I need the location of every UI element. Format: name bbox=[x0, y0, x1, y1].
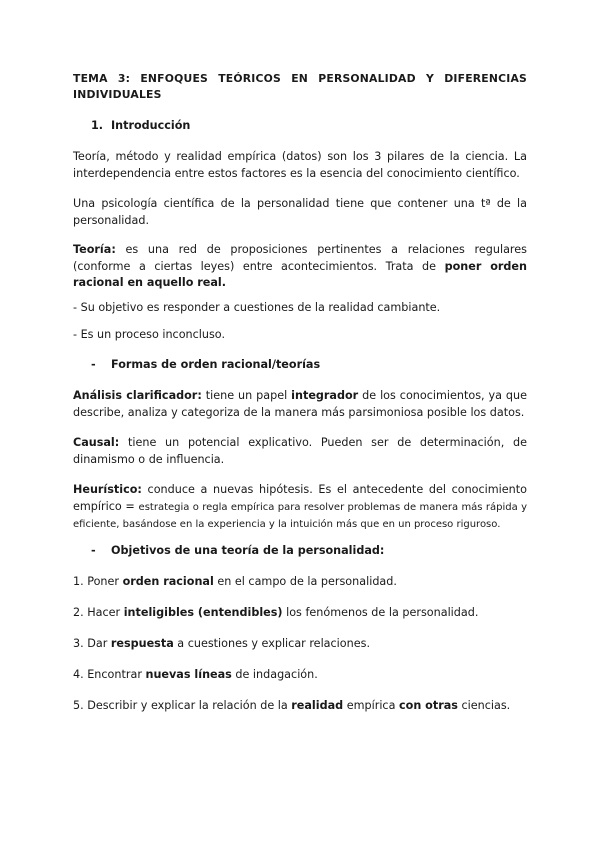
subheading-dash: - bbox=[91, 544, 96, 557]
term-causal: Causal: bbox=[73, 436, 120, 449]
item-text: 5. Describir y explicar la relación de la bbox=[73, 699, 292, 712]
item-text: ciencias. bbox=[457, 699, 511, 712]
term-integrador: integrador bbox=[291, 389, 359, 402]
subheading-formas bbox=[91, 357, 491, 374]
item-text: 3. Dar bbox=[73, 637, 111, 650]
item-text: los fenómenos de la personalidad. bbox=[282, 606, 479, 619]
heuristico-definition: estrategia o regla empírica para resolver problemas de manera más rápida y eficiente, basándose en la experiencia y la intuición más que en un proceso riguroso. bbox=[73, 501, 527, 530]
bullet-objetivo: - Su objetivo es responder a cuestiones de la realidad cambiante. bbox=[73, 301, 441, 314]
subheading-formas-text: Formas de orden racional/teorías bbox=[111, 358, 321, 371]
list-item bbox=[73, 636, 527, 653]
subheading-objetivos bbox=[91, 543, 511, 560]
paragraph-psicologia-cientifica: Una psicología científica de la personalidad tiene que contener una tª de la personalidad. bbox=[73, 197, 527, 227]
list-item bbox=[73, 698, 527, 715]
paragraph-analisis-clarificador bbox=[73, 388, 527, 421]
paragraph-teoria bbox=[73, 242, 527, 292]
item-text: de indagación. bbox=[231, 668, 318, 681]
item-text: en el campo de la personalidad. bbox=[213, 575, 397, 588]
section-number: 1. bbox=[91, 119, 104, 132]
bullet-proceso: - Es un proceso inconcluso. bbox=[73, 328, 226, 341]
term-teoria: Teoría: bbox=[73, 243, 116, 256]
document-title bbox=[73, 71, 527, 103]
teoria-text: es una red de proposiciones pertinentes a relaciones regulares (conforme a ciertas leyes) entre acontecimientos. Trata de bbox=[73, 243, 527, 273]
heuristico-text: conduce a nuevas hipótesis. Es el antecedente del conocimiento empírico = bbox=[73, 483, 527, 513]
item-text: 2. Hacer bbox=[73, 606, 124, 619]
section-heading-text: Introducción bbox=[111, 119, 191, 132]
analisis-text-post: de los conocimientos, ya que describe, analiza y categoriza de la manera más parsimoniosa posible los datos. bbox=[73, 389, 528, 419]
analisis-text-pre: tiene un papel bbox=[201, 389, 292, 402]
item-bold: inteligibles (entendibles) bbox=[123, 606, 283, 619]
title-line-2: INDIVIDUALES bbox=[73, 88, 162, 101]
item-bold: realidad bbox=[291, 699, 344, 712]
term-analisis: Análisis clarificador: bbox=[73, 389, 202, 402]
teoria-bold-end: poner orden racional en aquello real. bbox=[73, 259, 527, 289]
subheading-objetivos-text: Objetivos de una teoría de la personalidad: bbox=[111, 544, 385, 557]
item-text: a cuestiones y explicar relaciones. bbox=[173, 637, 370, 650]
list-item bbox=[73, 605, 527, 622]
section-heading-introduccion bbox=[91, 118, 491, 135]
item-bold: respuesta bbox=[110, 637, 174, 650]
item-text: 1. Poner bbox=[73, 575, 123, 588]
item-bold: nuevas líneas bbox=[145, 668, 232, 681]
item-text: 4. Encontrar bbox=[73, 668, 146, 681]
list-item bbox=[73, 667, 527, 684]
item-text: empírica bbox=[343, 699, 399, 712]
term-heuristico: Heurístico: bbox=[73, 483, 142, 496]
paragraph-heuristico bbox=[73, 482, 527, 534]
item-bold: con otras bbox=[399, 699, 458, 712]
subheading-dash: - bbox=[91, 358, 96, 371]
title-line-1: TEMA 3: ENFOQUES TEÓRICOS EN PERSONALIDAD Y DIFERENCIAS bbox=[73, 72, 527, 85]
paragraph-pilares: Teoría, método y realidad empírica (datos) son los 3 pilares de la ciencia. La interdependencia entre estos factores es la esencia del conocimiento científico. bbox=[73, 150, 527, 180]
causal-text: tiene un potencial explicativo. Pueden ser de determinación, de dinamismo o de influencia. bbox=[73, 436, 527, 466]
item-bold: orden racional bbox=[122, 575, 214, 588]
paragraph-causal bbox=[73, 435, 527, 468]
list-item bbox=[73, 574, 527, 591]
